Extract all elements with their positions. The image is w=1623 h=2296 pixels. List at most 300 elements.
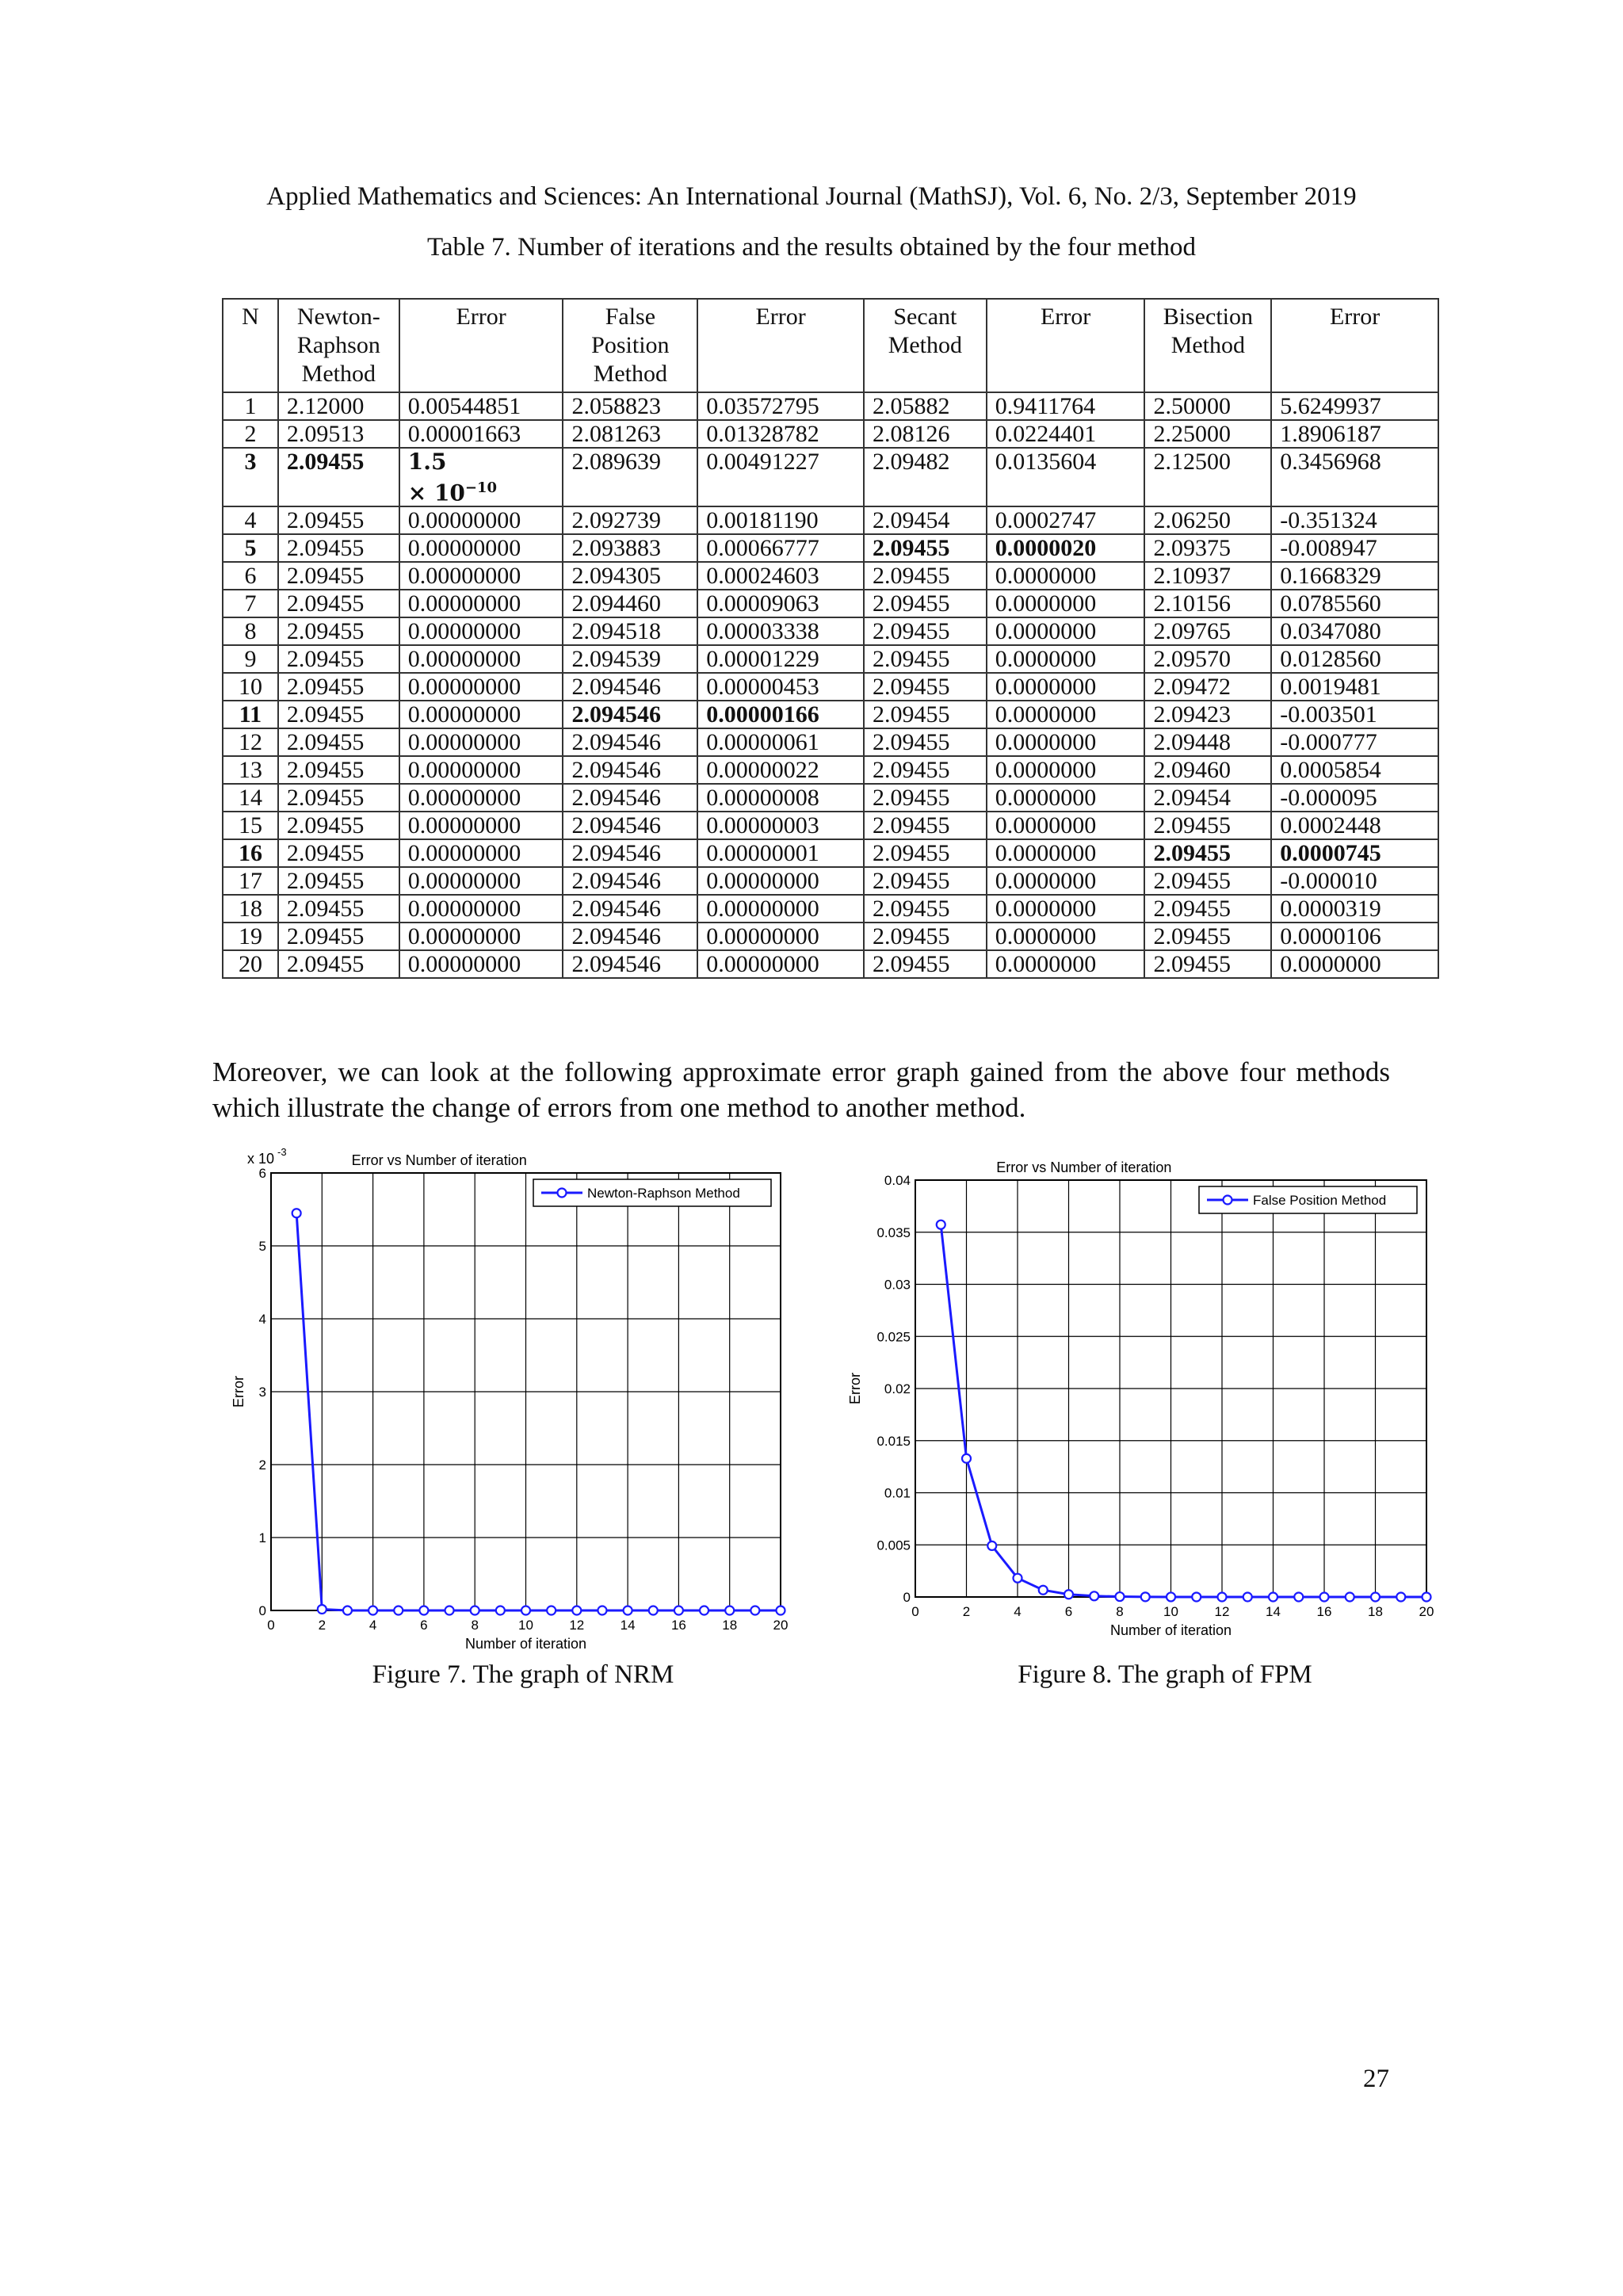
header-line: Error [1040,304,1091,330]
table-cell: 2.094546 [563,728,697,756]
table-header-cell [1271,299,1438,392]
sci-exponent: −10 [464,479,498,496]
data-point [725,1606,734,1615]
x-tick-label: 20 [1419,1604,1434,1619]
legend-marker [558,1189,567,1198]
data-point [1167,1592,1175,1601]
table-cell: 8 [223,617,278,645]
header-line: Raphson [296,332,380,358]
table-row [223,784,1438,812]
table-cell: 2.09455 [278,812,399,839]
table-cell: 2.09455 [864,673,987,701]
table-cell: 0.1668329 [1271,562,1438,590]
table-cell: 0.00000000 [399,590,563,617]
data-point [1141,1592,1150,1601]
table-header-cell [223,299,278,392]
table-cell: 2.12000 [278,392,399,420]
header-line: Error [755,304,806,330]
data-point [1014,1574,1022,1583]
table-cell: 2.094546 [563,839,697,867]
table-cell: 0.0002448 [1271,812,1438,839]
table-cell: 2.094546 [563,923,697,950]
y-tick-label: 1 [258,1530,266,1545]
table-cell: 2.09455 [864,617,987,645]
header-line: Bisection [1163,304,1254,330]
table-cell: 2.09513 [278,420,399,448]
table-cell: 1.8906187 [1271,420,1438,448]
y-tick-label: 0.03 [884,1277,911,1293]
table-cell: 0.00000008 [697,784,864,812]
table-row [223,923,1438,950]
body-paragraph: Moreover, we can look at the following approximate error graph gained from the above four methods which illustrate the change of errors from one method to another method. [212,1056,1390,1123]
x-axis-label: Number of iteration [1109,1622,1232,1638]
x-tick-label: 4 [369,1618,377,1633]
x-tick-label: 4 [1014,1604,1022,1619]
table-cell: 0.00000000 [399,617,563,645]
table-row [223,812,1438,839]
x-tick-label: 10 [1163,1604,1178,1619]
x-tick-label: 6 [420,1618,428,1633]
table-cell: 2.12500 [1144,448,1271,506]
table-cell: 0.0000000 [987,950,1145,978]
axis-scale-label: x 10 [247,1151,275,1167]
table-header-cell [278,299,399,392]
x-tick-label: 16 [670,1618,686,1633]
table-cell: 15 [223,812,278,839]
table-cell: 0.00066777 [697,534,864,562]
table-cell: 0.00001229 [697,645,864,673]
table-cell: 0.00000453 [697,673,864,701]
data-point [343,1606,352,1615]
table-row [223,562,1438,590]
y-tick-label: 0.025 [876,1329,911,1345]
table-cell: 0.03572795 [697,392,864,420]
table-row [223,392,1438,420]
table-cell: 2.09454 [864,506,987,534]
table-cell: -0.000095 [1271,784,1438,812]
table-cell: 0.00000000 [399,534,563,562]
table-cell: 0.00000000 [399,506,563,534]
data-point [521,1606,530,1615]
table-cell: 2.09765 [1144,617,1271,645]
axis-scale-exponent: -3 [277,1146,287,1158]
table-cell: 0.0224401 [987,420,1145,448]
table-cell: 2.09455 [278,506,399,534]
table-cell: 0.0000000 [987,895,1145,923]
y-tick-label: 0.02 [884,1381,911,1396]
table-cell: 0.00000061 [697,728,864,756]
table-cell: -0.003501 [1271,701,1438,728]
table-row [223,673,1438,701]
table-cell: 2.09455 [864,784,987,812]
x-tick-label: 18 [1368,1604,1383,1619]
table-cell: 2.09455 [864,895,987,923]
data-point [598,1606,606,1615]
legend-label: False Position Method [1253,1193,1387,1208]
table-cell: 2.081263 [563,420,697,448]
table-caption: Table 7. Number of iterations and the results obtained by the four method [426,233,1197,262]
table-cell: 2.09455 [864,645,987,673]
running-header: Applied Mathematics and Sciences: An International Journal (MathSJ), Vol. 6, No. 2/3, September 2019 [266,182,1357,211]
y-axis-label: Error [847,1373,863,1404]
table-row [223,950,1438,978]
table-cell: 0.00000000 [399,839,563,867]
table-cell: 2.09455 [278,756,399,784]
table-cell: 0.00009063 [697,590,864,617]
table-cell: 0.00000003 [697,812,864,839]
data-point [1269,1592,1277,1601]
table-header-cell [864,299,987,392]
table-cell: 0.00181190 [697,506,864,534]
table-cell: 0.0128560 [1271,645,1438,673]
y-tick-label: 3 [258,1385,266,1400]
table-cell: 2.09455 [278,923,399,950]
table-cell: 0.0002747 [987,506,1145,534]
table-cell: 2.09455 [1144,867,1271,895]
table-row [223,645,1438,673]
table-cell: 0.0000000 [987,784,1145,812]
table-cell: 2.094546 [563,756,697,784]
table-cell: 2.09455 [278,645,399,673]
x-tick-label: 10 [518,1618,533,1633]
table-cell: 2.09455 [1144,812,1271,839]
table-cell: 2.10937 [1144,562,1271,590]
table-cell: 4 [223,506,278,534]
data-point [1320,1592,1329,1601]
table-cell: 2.09455 [278,950,399,978]
table-cell: 0.0000000 [1271,950,1438,978]
x-axis-label: Number of iteration [464,1636,587,1652]
table-cell: 0.01328782 [697,420,864,448]
table-cell: 0.00003338 [697,617,864,645]
table-cell: 2.09460 [1144,756,1271,784]
x-tick-label: 2 [318,1618,327,1633]
table-cell: 0.0000319 [1271,895,1438,923]
header-line: Method [593,361,668,387]
table-cell: 2.06250 [1144,506,1271,534]
table-cell: 2.09455 [1144,839,1271,867]
x-tick-label: 0 [911,1604,919,1619]
table-cell: 2.08126 [864,420,987,448]
table-cell: 0.3456968 [1271,448,1438,506]
table-cell: 2.094539 [563,645,697,673]
table-cell: 2.05882 [864,392,987,420]
table-cell: 12 [223,728,278,756]
table-cell: 0.0000745 [1271,839,1438,867]
table-cell: 2.092739 [563,506,697,534]
table-cell: 2.09455 [278,590,399,617]
table-cell: 0.00000166 [697,701,864,728]
y-tick-label: 0 [903,1590,911,1605]
table-cell: 0.0000000 [987,701,1145,728]
table-cell: 0.00544851 [399,392,563,420]
table-cell: 0.0000000 [987,812,1145,839]
table-cell: -0.000777 [1271,728,1438,756]
table-cell: 2.09482 [864,448,987,506]
table-cell: 0.00000000 [697,950,864,978]
table-cell: 0.0785560 [1271,590,1438,617]
table-cell: 2.094546 [563,867,697,895]
table-cell: 0.00000000 [399,784,563,812]
figure-8 [847,1153,1450,1638]
table-cell: 2.09455 [864,590,987,617]
x-tick-label: 12 [1214,1604,1230,1619]
table-cell: 2.09455 [278,673,399,701]
table-cell: 0.00000000 [399,728,563,756]
table-cell: 2.09448 [1144,728,1271,756]
table-cell: -0.000010 [1271,867,1438,895]
data-point [777,1606,785,1615]
table-cell: 0.0000000 [987,867,1145,895]
table-cell: 2.09455 [278,784,399,812]
table-cell: 2.089639 [563,448,697,506]
table-cell: 18 [223,895,278,923]
data-point [1064,1590,1073,1599]
figure-7 [226,1145,812,1652]
table-cell: 0.00000000 [399,673,563,701]
table-cell: 0.0019481 [1271,673,1438,701]
legend-label: Newton-Raphson Method [587,1186,740,1201]
y-tick-label: 5 [258,1239,266,1254]
table-cell: 0.00024603 [697,562,864,590]
data-point [962,1454,971,1463]
data-point [471,1606,479,1615]
data-point [1346,1593,1354,1602]
table-header-cell [697,299,864,392]
table-cell: 2.094460 [563,590,697,617]
table-cell: 2.09570 [1144,645,1271,673]
table-cell: 6 [223,562,278,590]
table-cell: 2.094546 [563,784,697,812]
data-point [292,1209,301,1217]
sci-mantissa: 1.5 [407,449,447,475]
table-body [223,392,1438,978]
table-cell: 0.9411764 [987,392,1145,420]
table-cell: 0.0000000 [987,728,1145,756]
table-cell: 2 [223,420,278,448]
table-header-cell [563,299,697,392]
table-cell: 2.09455 [1144,923,1271,950]
table-cell: 0.0000000 [987,839,1145,867]
table-cell: 2.09455 [864,812,987,839]
chart-title: Error vs Number of iteration [351,1152,527,1168]
sci-prefix: × 10 [407,479,465,506]
table-row [223,701,1438,728]
x-tick-label: 14 [1266,1604,1281,1619]
table-cell: 0.00000022 [697,756,864,784]
data-point [394,1606,403,1615]
data-point [547,1606,556,1615]
table-cell: 0.00000000 [399,812,563,839]
table-cell: 2.10156 [1144,590,1271,617]
table-cell: 0.00000000 [399,895,563,923]
header-line: Newton- [296,304,380,330]
table-cell: 0.0005854 [1271,756,1438,784]
data-point [1039,1586,1048,1595]
data-point [445,1606,454,1615]
table-cell: -0.351324 [1271,506,1438,534]
table-cell: 2.09455 [864,867,987,895]
y-tick-label: 0.015 [876,1433,911,1449]
table-cell: 11 [223,701,278,728]
table-cell: 2.09423 [1144,701,1271,728]
table-row [223,728,1438,756]
table-cell: 2.093883 [563,534,697,562]
table-cell: 14 [223,784,278,812]
table-cell: 2.09375 [1144,534,1271,562]
table-cell: 2.50000 [1144,392,1271,420]
header-line: Method [888,332,963,358]
table-row [223,756,1438,784]
fpm-error-chart [847,1153,1450,1638]
table-cell: 0.00491227 [697,448,864,506]
page-number: 27 [1363,2065,1389,2093]
chart-title: Error vs Number of iteration [996,1159,1172,1175]
table-cell: 0.00000000 [399,562,563,590]
table-cell: 10 [223,673,278,701]
table-row [223,590,1438,617]
data-point [419,1606,428,1615]
data-point [1294,1592,1303,1601]
data-point [1243,1592,1252,1601]
table-cell: 0.00000000 [399,950,563,978]
table-cell: 2.09455 [278,895,399,923]
data-point [1396,1593,1405,1602]
table-cell: 0.00000000 [697,923,864,950]
x-tick-label: 8 [1116,1604,1124,1619]
header-line: False [605,304,656,330]
table-header-cell [399,299,563,392]
table-cell: 2.09455 [278,562,399,590]
table-cell: 0.00000001 [697,839,864,867]
table-cell: 5 [223,534,278,562]
data-point [1371,1593,1380,1602]
table-cell: -0.008947 [1271,534,1438,562]
table-cell: 2.094546 [563,701,697,728]
table-cell: 0.00000000 [697,895,864,923]
table-cell: 0.0000020 [987,534,1145,562]
table-cell: 0.0000000 [987,617,1145,645]
y-tick-label: 2 [258,1457,266,1473]
table-cell: 2.094305 [563,562,697,590]
x-tick-label: 14 [620,1618,636,1633]
table-cell: 0.0000000 [987,923,1145,950]
figure-7-caption: Figure 7. The graph of NRM [372,1660,674,1689]
table-row [223,506,1438,534]
table-cell: 2.09455 [864,923,987,950]
table-cell: 0.0000000 [987,673,1145,701]
table-cell: 2.09455 [278,728,399,756]
data-point [572,1606,581,1615]
table-cell [399,448,563,506]
table-header-cell [1144,299,1271,392]
data-point [700,1606,708,1615]
header-line: Method [301,361,376,387]
header-line: Error [1329,304,1381,330]
table-cell: 0.00000000 [399,701,563,728]
table-cell: 2.09455 [864,562,987,590]
results-table [222,298,1439,979]
table-header-cell [987,299,1145,392]
table-cell: 17 [223,867,278,895]
table-cell: 2.09455 [278,839,399,867]
table-cell: 2.09455 [1144,950,1271,978]
y-tick-label: 0.035 [876,1224,911,1240]
x-tick-label: 0 [267,1618,275,1633]
y-tick-label: 0.005 [876,1538,911,1553]
table-cell: 2.09472 [1144,673,1271,701]
y-axis-label: Error [231,1376,246,1408]
table-header-row [223,299,1438,392]
table-cell: 2.09455 [278,534,399,562]
table-cell: 2.094546 [563,895,697,923]
table-cell: 2.094518 [563,617,697,645]
data-point [1218,1592,1227,1601]
table-cell: 0.0000000 [987,756,1145,784]
table-cell: 0.0000000 [987,645,1145,673]
table-cell: 2.09454 [1144,784,1271,812]
table-cell: 0.00000000 [697,867,864,895]
nrm-error-chart [226,1145,812,1652]
table-cell: 2.094546 [563,812,697,839]
table-cell: 2.09455 [278,617,399,645]
table-row [223,448,1438,506]
table-cell: 13 [223,756,278,784]
header-line: Position [591,332,670,358]
data-point [1090,1591,1098,1600]
table-cell: 0.00001663 [399,420,563,448]
table-cell: 0.0000106 [1271,923,1438,950]
table-row [223,895,1438,923]
x-tick-label: 8 [471,1618,479,1633]
data-point [1116,1592,1125,1601]
header-line: N [242,304,259,330]
y-tick-label: 0.04 [884,1173,911,1188]
table-cell: 0.0000000 [987,590,1145,617]
table-cell: 2.09455 [864,534,987,562]
table-row [223,867,1438,895]
table-cell: 0.00000000 [399,756,563,784]
table-cell: 2.09455 [1144,895,1271,923]
table-cell: 1 [223,392,278,420]
table-cell: 16 [223,839,278,867]
table-cell: 2.25000 [1144,420,1271,448]
data-point [1192,1592,1201,1601]
data-point [750,1606,759,1615]
table-cell: 0.00000000 [399,645,563,673]
y-tick-label: 0.01 [884,1485,911,1501]
table-row [223,839,1438,867]
table-cell: 0.00000000 [399,867,563,895]
x-tick-label: 6 [1064,1604,1073,1619]
table-row [223,617,1438,645]
table-cell: 2.09455 [864,728,987,756]
table-cell: 3 [223,448,278,506]
table-cell: 7 [223,590,278,617]
x-tick-label: 20 [773,1618,789,1633]
table-cell: 0.0000000 [987,562,1145,590]
data-point [624,1606,632,1615]
table-cell: 2.09455 [864,701,987,728]
table-cell: 2.09455 [864,950,987,978]
x-tick-label: 16 [1316,1604,1332,1619]
header-line: Error [456,304,506,330]
data-point [496,1606,505,1615]
header-line: Method [1170,332,1246,358]
table-cell: 2.09455 [278,448,399,506]
table-cell: 2.09455 [864,756,987,784]
table-cell: 2.094546 [563,673,697,701]
